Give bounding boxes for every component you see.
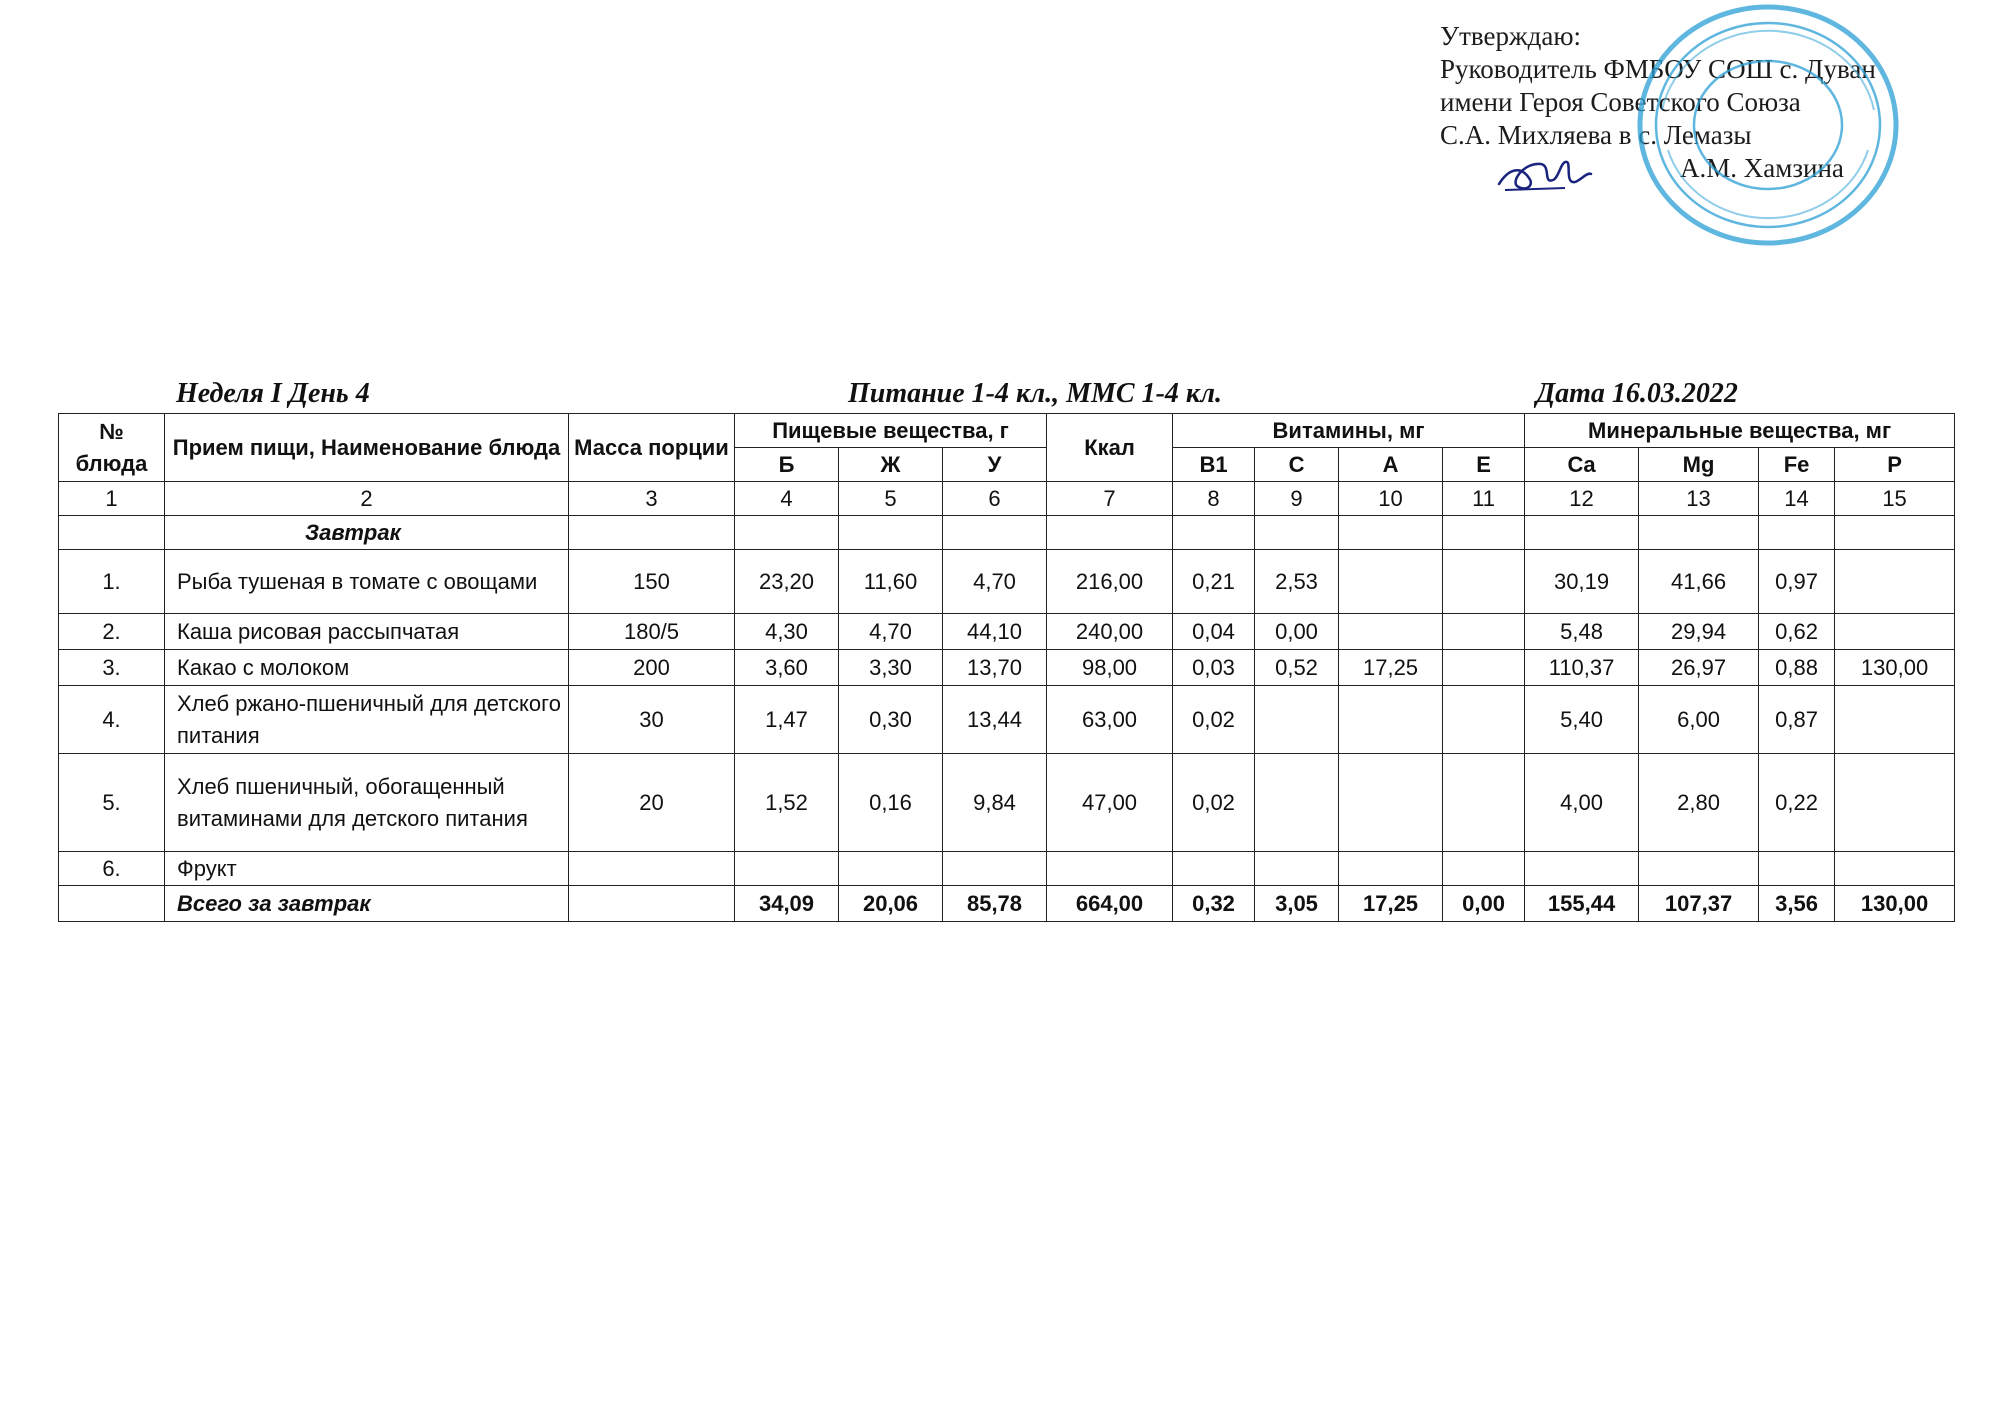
magnesium-value: 26,97	[1639, 650, 1759, 686]
section-title: Завтрак	[165, 516, 569, 550]
approval-school-name: имени Героя Советского Союза	[1440, 87, 1801, 117]
col-number: 3	[569, 482, 735, 516]
phosphorus-value	[1835, 550, 1955, 614]
dish-name: Какао с молоком	[165, 650, 569, 686]
vitamins-group-header: Витамины, мг	[1173, 414, 1525, 448]
fat-value: 0,30	[839, 686, 943, 754]
vitamin-c-value	[1255, 754, 1339, 852]
school-stamp	[1632, 0, 1904, 250]
col-number: 1	[59, 482, 165, 516]
vitamin-e-value	[1443, 686, 1525, 754]
calcium-value: 4,00	[1525, 754, 1639, 852]
iron-value	[1759, 852, 1835, 886]
magnesium-value: 2,80	[1639, 754, 1759, 852]
magnesium-value: 41,66	[1639, 550, 1759, 614]
col-p-header: P	[1835, 448, 1955, 482]
phosphorus-value	[1835, 754, 1955, 852]
col-number: 10	[1339, 482, 1443, 516]
total-iron: 3,56	[1759, 886, 1835, 922]
vitamin-e-value	[1443, 650, 1525, 686]
protein-value: 3,60	[735, 650, 839, 686]
diet-group-label: Питание 1-4 кл., ММС 1-4 кл.	[848, 378, 1223, 409]
menu-date: Дата 16.03.2022	[1536, 378, 1738, 409]
dish-number: 1.	[59, 550, 165, 614]
total-protein: 34,09	[735, 886, 839, 922]
carb-value: 9,84	[943, 754, 1047, 852]
dish-number: 3.	[59, 650, 165, 686]
phosphorus-value	[1835, 614, 1955, 650]
dish-mass: 180/5	[569, 614, 735, 650]
table-row	[59, 686, 1955, 754]
table-row	[59, 614, 1955, 650]
col-number: 7	[1047, 482, 1173, 516]
col-zh-header: Ж	[839, 448, 943, 482]
col-number: 14	[1759, 482, 1835, 516]
kcal-value: 63,00	[1047, 686, 1173, 754]
dish-name: Рыба тушеная в томате с овощами	[165, 550, 569, 614]
total-label: Всего за завтрак	[165, 886, 569, 922]
fat-value: 4,70	[839, 614, 943, 650]
dish-name: Фрукт	[165, 852, 569, 886]
document-heading	[0, 378, 2000, 412]
col-kcal-header: Ккал	[1047, 414, 1173, 482]
protein-value	[735, 852, 839, 886]
col-c-header: С	[1255, 448, 1339, 482]
total-carb: 85,78	[943, 886, 1047, 922]
vitamin-b1-value: 0,02	[1173, 754, 1255, 852]
calcium-value: 5,40	[1525, 686, 1639, 754]
carb-value	[943, 852, 1047, 886]
total-vitamin-c: 3,05	[1255, 886, 1339, 922]
calcium-value	[1525, 852, 1639, 886]
total-magnesium: 107,37	[1639, 886, 1759, 922]
vitamin-e-value	[1443, 550, 1525, 614]
signature-mark	[1495, 150, 1595, 200]
total-kcal: 664,00	[1047, 886, 1173, 922]
phosphorus-value: 130,00	[1835, 650, 1955, 686]
fat-value: 11,60	[839, 550, 943, 614]
col-number: 12	[1525, 482, 1639, 516]
col-mass-header: Масса порции	[569, 414, 735, 482]
approval-school-location: С.А. Михляева в с. Лемазы	[1440, 120, 1752, 150]
col-num-header: № блюда	[59, 414, 165, 482]
carb-value: 4,70	[943, 550, 1047, 614]
dish-mass: 150	[569, 550, 735, 614]
iron-value: 0,87	[1759, 686, 1835, 754]
col-number: 4	[735, 482, 839, 516]
nutrients-group-header: Пищевые вещества, г	[735, 414, 1047, 448]
calcium-value: 30,19	[1525, 550, 1639, 614]
protein-value: 23,20	[735, 550, 839, 614]
carb-value: 13,44	[943, 686, 1047, 754]
vitamin-b1-value: 0,04	[1173, 614, 1255, 650]
iron-value: 0,22	[1759, 754, 1835, 852]
menu-table	[58, 413, 1955, 922]
vitamin-c-value: 0,52	[1255, 650, 1339, 686]
col-number: 9	[1255, 482, 1339, 516]
total-fat: 20,06	[839, 886, 943, 922]
col-e-header: Е	[1443, 448, 1525, 482]
kcal-value: 216,00	[1047, 550, 1173, 614]
fat-value: 3,30	[839, 650, 943, 686]
col-number: 2	[165, 482, 569, 516]
phosphorus-value	[1835, 852, 1955, 886]
vitamin-a-value	[1339, 614, 1443, 650]
minerals-group-header: Минеральные вещества, мг	[1525, 414, 1955, 448]
dish-mass: 200	[569, 650, 735, 686]
vitamin-c-value	[1255, 686, 1339, 754]
kcal-value: 240,00	[1047, 614, 1173, 650]
col-number: 5	[839, 482, 943, 516]
col-dish-header: Прием пищи, Наименование блюда	[165, 414, 569, 482]
magnesium-value	[1639, 852, 1759, 886]
fat-value	[839, 852, 943, 886]
col-number: 6	[943, 482, 1047, 516]
vitamin-b1-value: 0,21	[1173, 550, 1255, 614]
vitamin-a-value	[1339, 754, 1443, 852]
calcium-value: 110,37	[1525, 650, 1639, 686]
dish-number: 4.	[59, 686, 165, 754]
dish-number: 5.	[59, 754, 165, 852]
col-number: 8	[1173, 482, 1255, 516]
calcium-value: 5,48	[1525, 614, 1639, 650]
col-a-header: А	[1339, 448, 1443, 482]
table-row	[59, 550, 1955, 614]
protein-value: 4,30	[735, 614, 839, 650]
vitamin-c-value	[1255, 852, 1339, 886]
column-number-row	[59, 482, 1955, 516]
total-calcium: 155,44	[1525, 886, 1639, 922]
iron-value: 0,97	[1759, 550, 1835, 614]
protein-value: 1,52	[735, 754, 839, 852]
table-row	[59, 852, 1955, 886]
vitamin-b1-value: 0,03	[1173, 650, 1255, 686]
vitamin-c-value: 2,53	[1255, 550, 1339, 614]
col-mg-header: Mg	[1639, 448, 1759, 482]
phosphorus-value	[1835, 686, 1955, 754]
col-u-header: У	[943, 448, 1047, 482]
approval-title: Утверждаю:	[1440, 21, 1582, 51]
dish-name: Каша рисовая рассыпчатая	[165, 614, 569, 650]
carb-value: 13,70	[943, 650, 1047, 686]
kcal-value: 47,00	[1047, 754, 1173, 852]
col-b-header: Б	[735, 448, 839, 482]
col-ca-header: Ca	[1525, 448, 1639, 482]
kcal-value	[1047, 852, 1173, 886]
dish-mass: 20	[569, 754, 735, 852]
col-b1-header: В1	[1173, 448, 1255, 482]
dish-mass	[569, 852, 735, 886]
total-phosphorus: 130,00	[1835, 886, 1955, 922]
vitamin-a-value	[1339, 550, 1443, 614]
approval-signer: А.М. Хамзина	[1680, 153, 1844, 183]
magnesium-value: 29,94	[1639, 614, 1759, 650]
dish-number: 2.	[59, 614, 165, 650]
col-fe-header: Fe	[1759, 448, 1835, 482]
approval-position: Руководитель ФМБОУ СОШ с. Дуван	[1440, 54, 1876, 84]
total-row	[59, 886, 1955, 922]
total-vitamin-b1: 0,32	[1173, 886, 1255, 922]
fat-value: 0,16	[839, 754, 943, 852]
col-number: 13	[1639, 482, 1759, 516]
vitamin-a-value	[1339, 852, 1443, 886]
dish-name: Хлеб пшеничный, обогащенный витаминами для детского питания	[165, 754, 569, 852]
section-row-breakfast	[59, 516, 1955, 550]
table-row	[59, 650, 1955, 686]
vitamin-a-value	[1339, 686, 1443, 754]
vitamin-e-value	[1443, 614, 1525, 650]
total-vitamin-e: 0,00	[1443, 886, 1525, 922]
week-day-label: Неделя I День 4	[176, 378, 370, 409]
total-vitamin-a: 17,25	[1339, 886, 1443, 922]
vitamin-c-value: 0,00	[1255, 614, 1339, 650]
col-number: 15	[1835, 482, 1955, 516]
table-row	[59, 754, 1955, 852]
magnesium-value: 6,00	[1639, 686, 1759, 754]
carb-value: 44,10	[943, 614, 1047, 650]
protein-value: 1,47	[735, 686, 839, 754]
kcal-value: 98,00	[1047, 650, 1173, 686]
dish-number: 6.	[59, 852, 165, 886]
iron-value: 0,62	[1759, 614, 1835, 650]
vitamin-a-value: 17,25	[1339, 650, 1443, 686]
vitamin-b1-value	[1173, 852, 1255, 886]
dish-name: Хлеб ржано-пшеничный для детского питания	[165, 686, 569, 754]
vitamin-e-value	[1443, 852, 1525, 886]
vitamin-e-value	[1443, 754, 1525, 852]
iron-value: 0,88	[1759, 650, 1835, 686]
col-number: 11	[1443, 482, 1525, 516]
dish-mass: 30	[569, 686, 735, 754]
header-row-1	[59, 414, 1955, 448]
vitamin-b1-value: 0,02	[1173, 686, 1255, 754]
